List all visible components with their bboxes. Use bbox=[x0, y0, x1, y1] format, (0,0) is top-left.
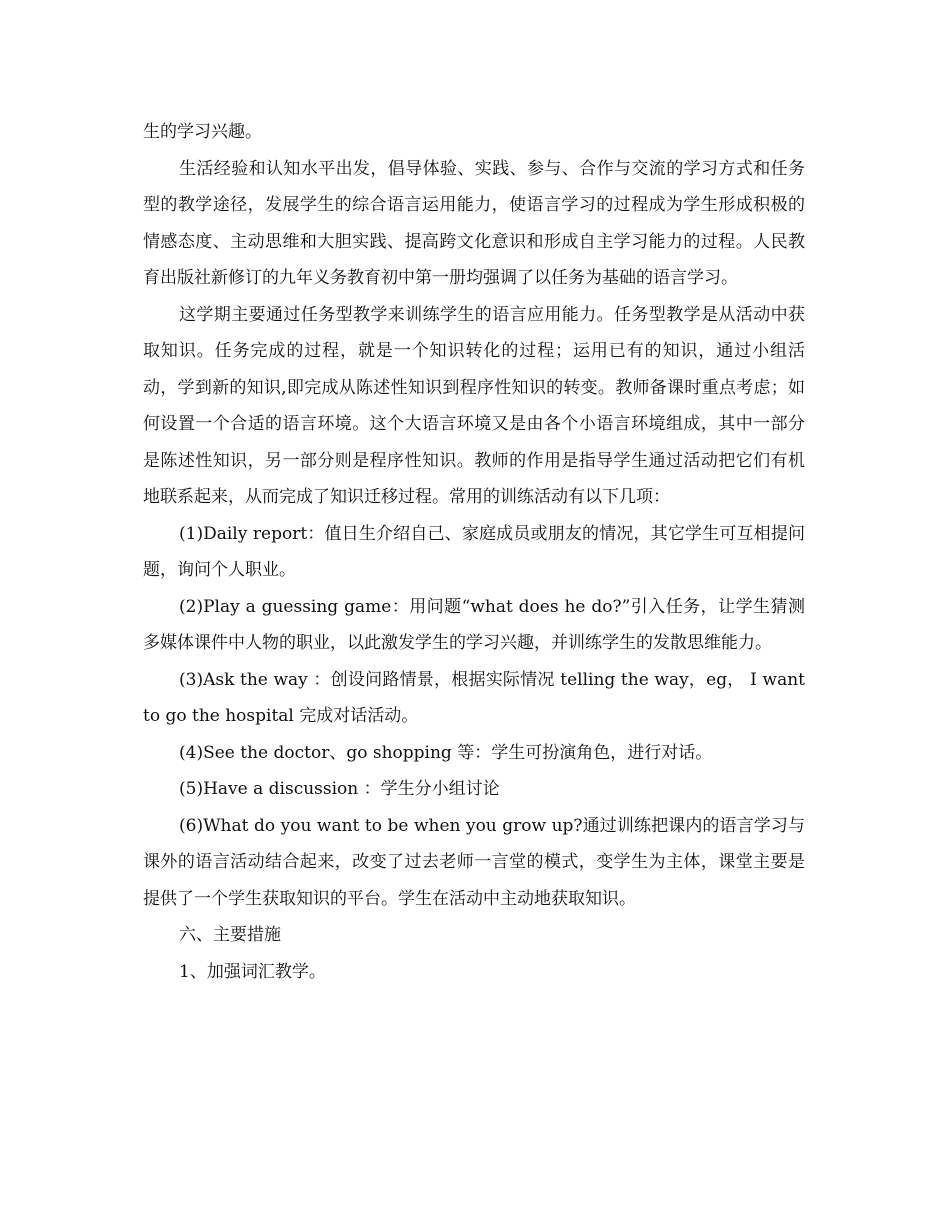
activity-item-5: (5)Have a discussion ：学生分小组讨论 bbox=[179, 779, 500, 799]
subsection-heading: 1、加强词汇教学。 bbox=[179, 961, 326, 982]
activity-item-2: (2)Play a guessing game：用问题“what does he do?”引入任务，让学生猜测多媒体课件中人物的职业，以此激发学生的学习兴趣，并训练学生的发散思维能力。 bbox=[143, 596, 805, 653]
section-heading: 六、主要措施 bbox=[179, 925, 281, 945]
activity-item-4: (4)See the doctor、go shopping 等：学生可扮演角色，进行对话。 bbox=[179, 742, 713, 763]
paragraph-1: 生的学习兴趣。 bbox=[143, 122, 262, 142]
activity-item-3: (3)Ask the way ：创设问路情景，根据实际情况 telling the way，eg， I want to go the hospital 完成对话活动。 bbox=[143, 669, 805, 726]
activity-item-6: (6)What do you want to be when you grow up?通过训练把课内的语言学习与课外的语言活动结合起来，改变了过去老师一言堂的模式，变学生为主体，课堂主要是提供了一个学生获取知识的平台。学生在活动中主动地获取知识。 bbox=[143, 815, 805, 909]
paragraph-2: 生活经验和认知水平出发，倡导体验、实践、参与、合作与交流的学习方式和任务型的教学途径，发展学生的综合语言运用能力，使语言学习的过程成为学生形成积极的情感态度、主动思维和大胆实践、提高跨文化意识和形成自主学习能力的过程。人民教育出版社新修订的九年义务教育初中第一册均强调了以任务为基础的语言学习。 bbox=[143, 158, 805, 288]
paragraph-3: 这学期主要通过任务型教学来训练学生的语言应用能力。任务型教学是从活动中获取知识。任务完成的过程，就是一个知识转化的过程；运用已有的知识，通过小组活动，学到新的知识,即完成从陈述性知识到程序性知识的转变。教师备课时重点考虑；如何设置一个合适的语言环境。这个大语言环境又是由各个小语言环境组成，其中一部分是陈述性知识，另一部分则是程序性知识。教师的作用是指导学生通过活动把它们有机地联系起来，从而完成了知识迁移过程。常用的训练活动有以下几项： bbox=[143, 304, 805, 507]
activity-item-1: (1)Daily report：值日生介绍自己、家庭成员或朋友的情况，其它学生可互相提问题，询问个人职业。 bbox=[143, 523, 805, 580]
document-body bbox=[143, 114, 805, 990]
